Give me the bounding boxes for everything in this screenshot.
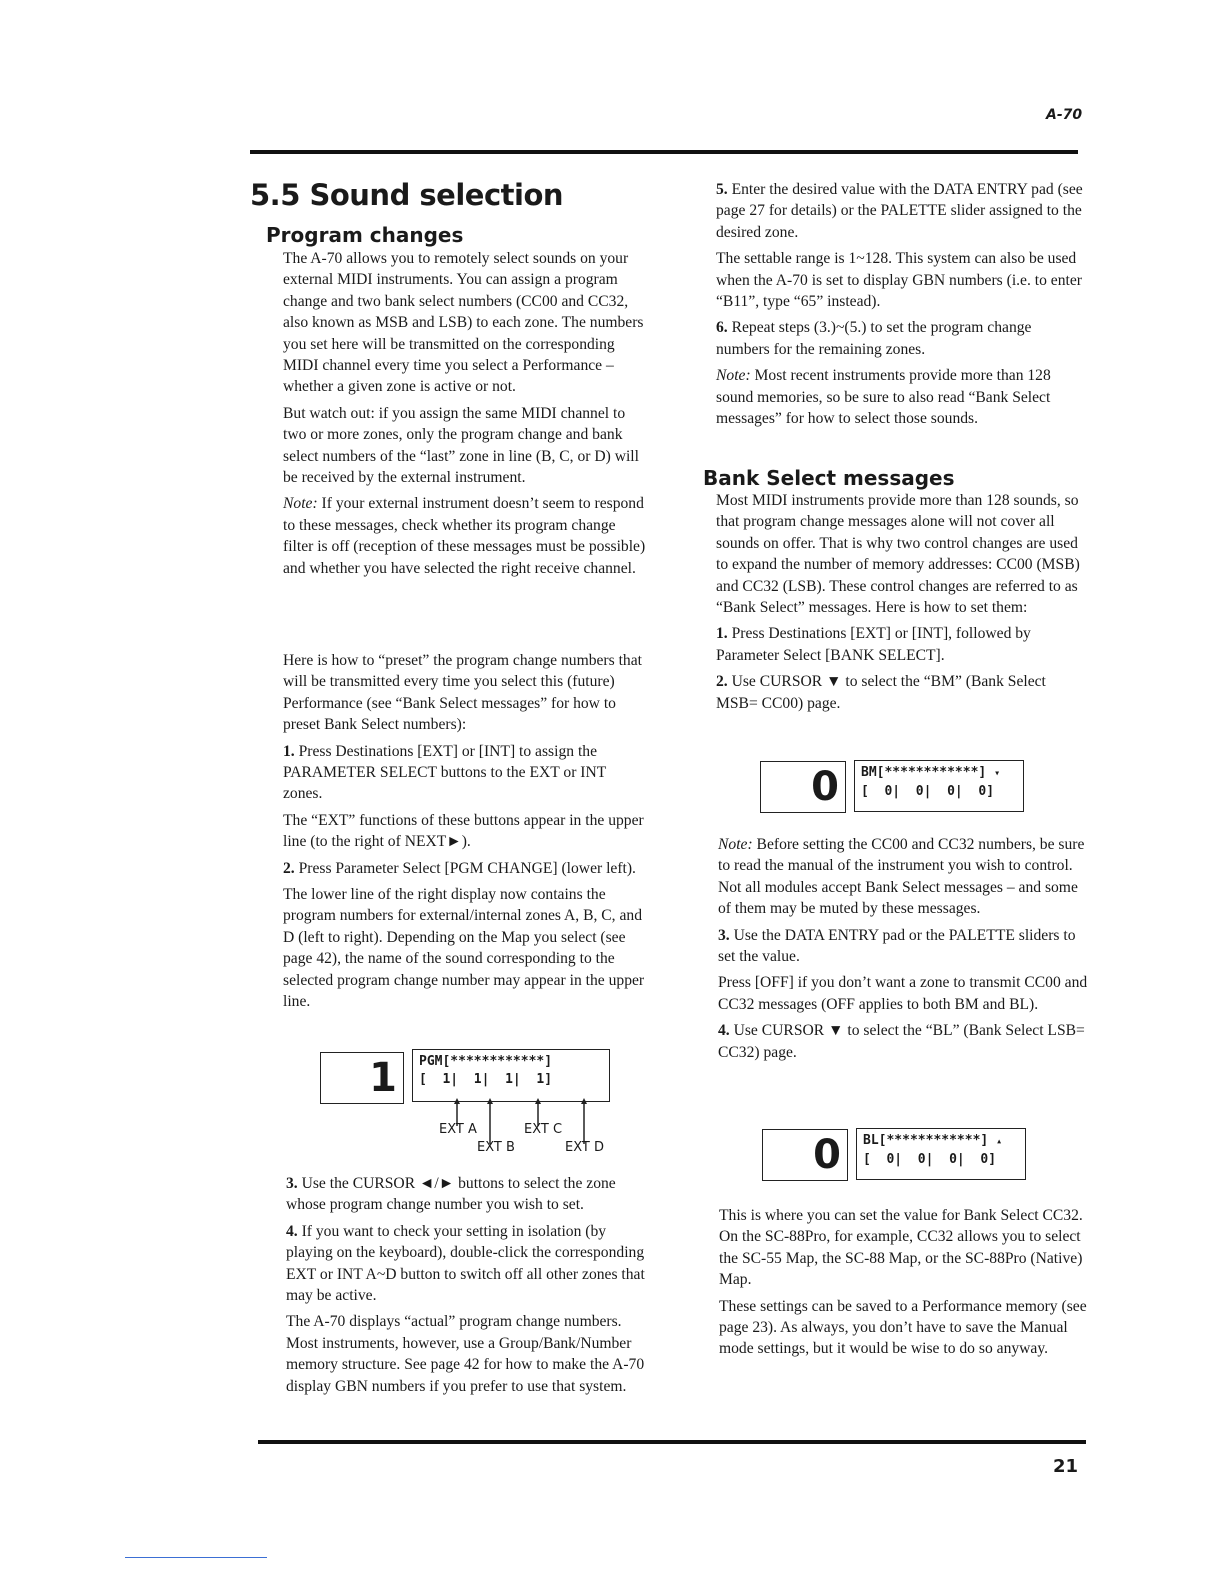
- step-1: [716, 623, 1088, 666]
- paragraph: The lower line of the right display now contains the program numbers for external/internal zones A, B, C, and D (left to right). Depending on the Map you select (see page 42), the name of the sound corresponding to the selected program change number may appear in the upper line.: [283, 886, 645, 1011]
- note-label: Note:: [718, 836, 753, 853]
- lcd-right-display-bl: [856, 1128, 1026, 1180]
- lcd-left-display: 1: [320, 1052, 404, 1104]
- step-text: If you want to check your setting in isolation (by playing on the keyboard), double-click the corresponding EXT or INT A~D button to switch off all other zones that may be active.: [286, 1222, 645, 1305]
- note-paragraph: [716, 365, 1088, 429]
- lcd-line-lower: [ 1| 1| 1| 1]: [419, 1072, 553, 1087]
- step-text: Enter the desired value with the DATA ENTRY pad (see page 27 for details) or the PALETTE slider assigned to the desired zone.: [716, 181, 1083, 241]
- note-paragraph: [718, 834, 1090, 920]
- footer-rule: [258, 1440, 1086, 1444]
- lcd-left-display: 0: [762, 1129, 848, 1181]
- lcd-upper-text: BL[************]: [863, 1133, 989, 1148]
- step-number: 5.: [716, 181, 728, 198]
- paragraph: The “EXT” functions of these buttons appear in the upper line (to the right of NEXT►).: [283, 811, 644, 851]
- arrowhead: [581, 1098, 587, 1104]
- link-underline: [125, 1557, 267, 1558]
- step-text: Press Parameter Select [PGM CHANGE] (lower left).: [294, 859, 636, 877]
- step-number: 2.: [283, 859, 295, 877]
- step-text: Press Destinations [EXT] or [INT] to assign the PARAMETER SELECT buttons to the EXT or INT zones.: [283, 742, 607, 803]
- step-number: 4.: [718, 1022, 730, 1040]
- paragraph: These settings can be saved to a Performance memory (see page 23). As always, you don’t have to save the Manual mode settings, but it would be wise to do so anyway.: [719, 1297, 1087, 1358]
- step-number: 6.: [716, 319, 728, 337]
- paragraph: This is where you can set the value for Bank Select CC32. On the SC-88Pro, for example, CC32 allows you to select the SC-55 Map, the SC-88 Map, or the SC-88Pro (Native) Map.: [719, 1207, 1083, 1289]
- step-text: Use CURSOR ▼ to select the “BL” (Bank Select LSB= CC32) page.: [718, 1022, 1085, 1061]
- note-text: Most recent instruments provide more than 128 sound memories, so be sure to also read “Bank Select messages” for how to select those sounds.: [716, 367, 1051, 428]
- lcd-line-upper: PGM[************]: [419, 1054, 553, 1069]
- step-number: 4.: [286, 1222, 298, 1240]
- lcd-line-upper: [861, 763, 1017, 783]
- lcd-left-display: 0: [760, 761, 846, 813]
- lcd-right-display-pgm: [412, 1049, 610, 1102]
- program-changes-heading: Program changes: [266, 223, 464, 247]
- note-text: If your external instrument doesn’t seem to respond to these messages, check whether its program change filter is off (reception of these messages must be possible) and whether you have selected the right receive channel.: [283, 495, 646, 577]
- paragraph: Here is how to “preset” the program change numbers that will be transmitted every time you select this (future) Performance (see “Bank Select messages” for how to preset Bank Select numbers):: [283, 652, 642, 734]
- step-number: 1.: [283, 742, 295, 760]
- step-number: 3.: [286, 1175, 298, 1192]
- paragraph: Most MIDI instruments provide more than 128 sounds, so that program change messages alone will not cover all sounds on offer. That is why two control changes are used to expand the number of memory addresses: CC00 (MSB) and CC32 (LSB). These control changes are referred to as “Bank Select” messages. Here is how to set them:: [716, 492, 1080, 617]
- scroll-down-icon: ▾: [994, 768, 1001, 779]
- right-column-closing: [719, 1205, 1091, 1365]
- step-1: [283, 741, 648, 805]
- step-text: Repeat steps (3.)~(5.) to set the program change numbers for the remaining zones.: [716, 319, 1032, 358]
- left-column-steps: [283, 650, 648, 1018]
- step-text: Press Destinations [EXT] or [INT], followed by Parameter Select [BANK SELECT].: [716, 625, 1031, 664]
- step-4: [286, 1221, 648, 1307]
- lcd-line-lower: [ 0| 0| 0| 0]: [861, 784, 995, 799]
- note-label: Note:: [283, 495, 318, 513]
- step-text: Use CURSOR ▼ to select the “BM” (Bank Select MSB= CC00) page.: [716, 673, 1046, 712]
- note-paragraph: [283, 493, 648, 579]
- step-text: Use the CURSOR ◄/► buttons to select the zone whose program change number you wish to set.: [286, 1175, 616, 1214]
- step-6: [716, 317, 1088, 360]
- zone-label-ext-a: EXT A: [439, 1122, 477, 1137]
- step-2: [283, 858, 648, 879]
- bank-select-heading: Bank Select messages: [703, 466, 955, 490]
- step-text: Use the DATA ENTRY pad or the PALETTE sliders to set the value.: [718, 926, 1076, 966]
- lcd-line-lower: [ 0| 0| 0| 0]: [863, 1152, 997, 1167]
- paragraph: Press [OFF] if you don’t want a zone to transmit CC00 and CC32 messages (OFF applies to both BM and BL).: [718, 974, 1088, 1013]
- note-text: Before setting the CC00 and CC32 numbers, be sure to read the manual of the instrument you wish to control. Not all modules accept Bank Select messages – and some of them may be muted by these messages.: [718, 836, 1085, 918]
- step-3: [286, 1173, 648, 1216]
- lcd-upper-text: BM[************]: [861, 765, 987, 780]
- header-rule: [250, 150, 1078, 154]
- running-header-model: A-70: [1046, 107, 1083, 123]
- right-column-steps: [716, 179, 1088, 434]
- step-number: 2.: [716, 673, 728, 691]
- lcd-right-display-bm: [854, 760, 1024, 812]
- step-4: [718, 1020, 1090, 1063]
- note-label: Note:: [716, 367, 751, 385]
- paragraph: The A-70 allows you to remotely select sounds on your external MIDI instruments. You can assign a program change and two bank select numbers (CC00 and CC32, also known as MSB and LSB) to each zone. The numbers you set here will be transmitted on the corresponding MIDI channel every time you select a Performance – whether a given zone is active or not.: [283, 250, 644, 396]
- zone-label-ext-b: EXT B: [477, 1140, 515, 1155]
- arrowhead: [535, 1098, 541, 1104]
- left-column-intro: [283, 248, 648, 584]
- zone-label-ext-d: EXT D: [565, 1140, 604, 1155]
- step-5: [716, 179, 1088, 243]
- lcd-line-upper: [863, 1131, 1019, 1151]
- paragraph: The A-70 displays “actual” program change numbers. Most instruments, however, use a Group/Bank/Number memory structure. See page 42 for how to make the A-70 display GBN numbers if you prefer to use that system.: [286, 1313, 645, 1395]
- step-2: [716, 671, 1088, 714]
- arrowhead: [487, 1098, 493, 1104]
- paragraph: But watch out: if you assign the same MIDI channel to two or more zones, only the program change and bank select numbers of the “last” zone in line (B, C, or D) will be received by the external instrument.: [283, 404, 639, 487]
- step-3: [718, 925, 1090, 968]
- step-number: 1.: [716, 625, 728, 643]
- right-column-bank-select-continued: [718, 834, 1090, 1068]
- step-number: 3.: [718, 926, 730, 944]
- section-title: 5.5 Sound selection: [250, 178, 564, 212]
- paragraph: The settable range is 1~128. This system can also be used when the A-70 is set to display GBN numbers (i.e. to enter “B11”, type “65” instead).: [716, 250, 1082, 311]
- scroll-up-icon: ▴: [996, 1136, 1003, 1147]
- arrowhead: [454, 1098, 460, 1104]
- page-number: 21: [1053, 1456, 1079, 1477]
- right-column-bank-select: [716, 490, 1088, 719]
- left-column-steps-continued: [286, 1173, 648, 1402]
- zone-label-ext-c: EXT C: [524, 1122, 563, 1137]
